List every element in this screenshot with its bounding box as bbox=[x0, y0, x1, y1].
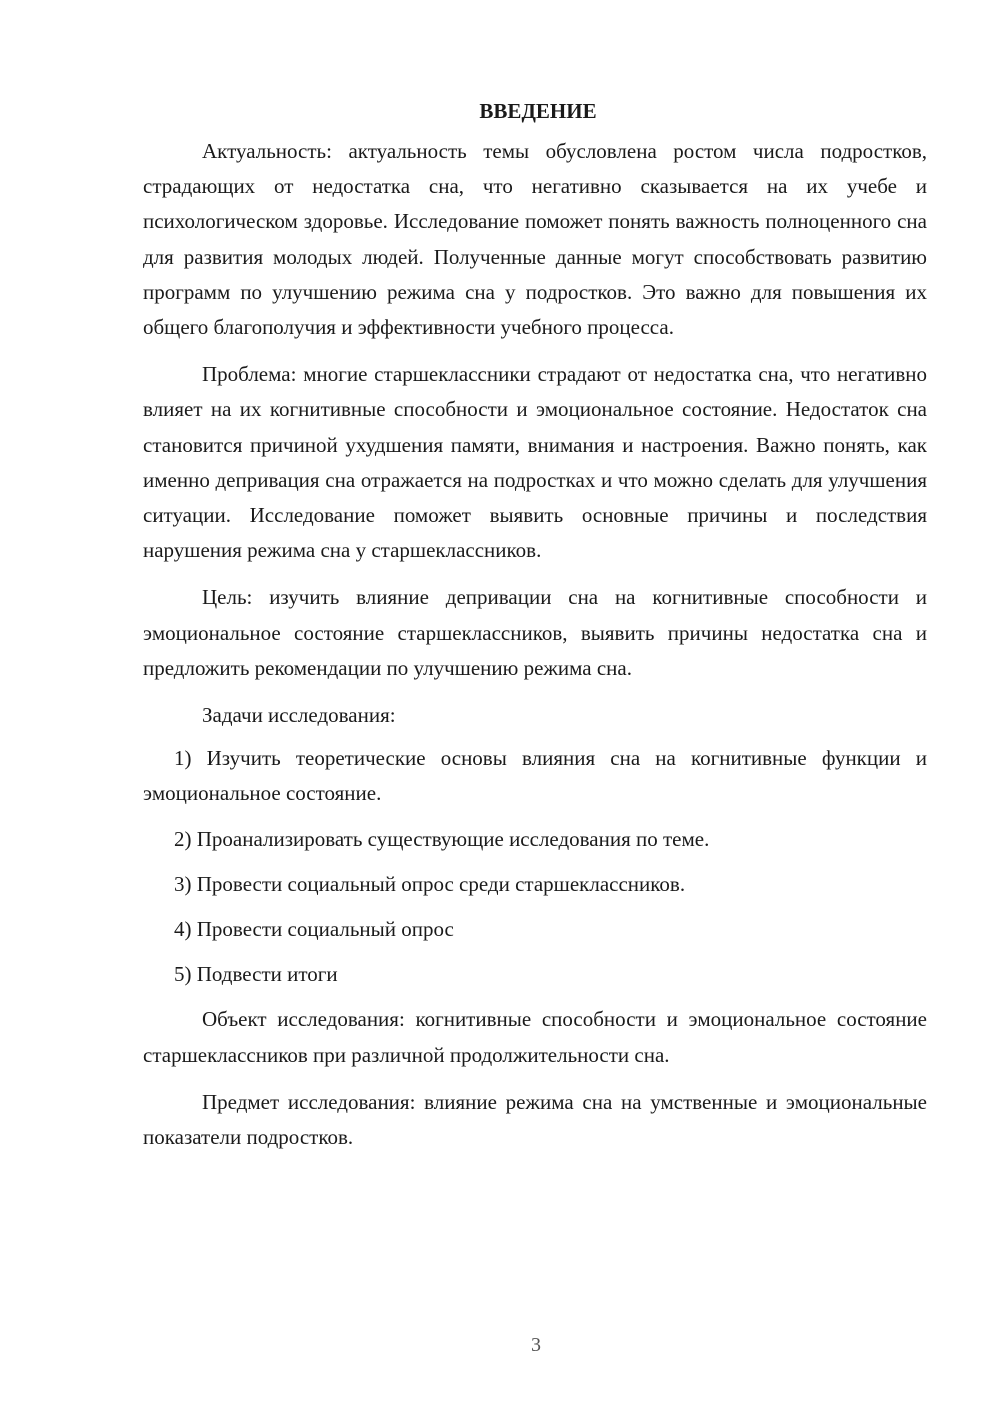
task-item: 3) Провести социальный опрос среди старшеклассников. bbox=[174, 871, 686, 896]
task-item: 2) Проанализировать существующие исследования по теме. bbox=[174, 826, 710, 851]
page-number: 3 bbox=[531, 1334, 541, 1356]
goal-paragraph: Цель: изучить влияние депривации сна на когнитивные способности и эмоциональное состояние старшеклассников, выявить причины недостатка сна и предложить рекомендации по улучшению режима сна. bbox=[143, 585, 927, 680]
section-heading: ВВЕДЕНИЕ bbox=[479, 99, 597, 123]
tasks-title: Задачи исследования: bbox=[202, 703, 396, 728]
subject-paragraph: Предмет исследования: влияние режима сна на умственные и эмоциональные показатели подростков. bbox=[143, 1089, 927, 1150]
task-item: 4) Провести социальный опрос bbox=[174, 917, 454, 942]
object-paragraph: Объект исследования: когнитивные способности и эмоциональное состояние старшеклассников при различной продолжительности сна. bbox=[143, 1007, 927, 1067]
relevance-paragraph: Актуальность: актуальность темы обусловлена ростом числа подростков, страдающих от недостатка сна, что негативно сказывается на их учебе и психологическом здоровье. Исследование поможет понять важность полноценного сна для развития молодых людей. Полученные данные могут способствовать развитию программ по улучшению режима сна у подростков. Это важно для повышения их общего благополучия и эффективности учебного процесса. bbox=[143, 139, 927, 340]
task-item: 1) Изучить теоретические основы влияния сна на когнитивные функции и эмоциональное состояние. bbox=[143, 746, 927, 806]
page-content bbox=[143, 96, 927, 1167]
problem-paragraph: Проблема: многие старшеклассники страдают от недостатка сна, что негативно влияет на их когнитивные способности и эмоциональное состояние. Недостаток сна становится причиной ухудшения памяти, внимания и настроения. Важно понять, как именно депривация сна отражается на подростках и что можно сделать для улучшения ситуации. Исследование поможет выявить основные причины и последствия нарушения режима сна у старшеклассников. bbox=[143, 362, 927, 563]
task-item: 5) Подвести итоги bbox=[174, 962, 338, 987]
tasks-list bbox=[143, 741, 927, 992]
